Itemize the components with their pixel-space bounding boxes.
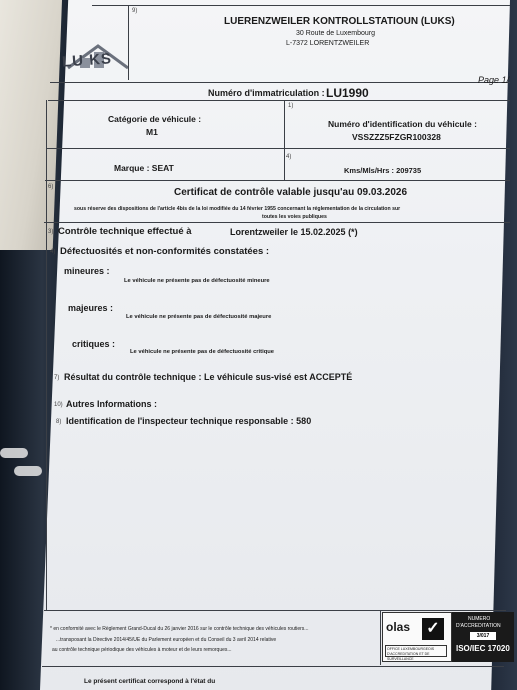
divider — [128, 5, 129, 80]
divider — [48, 100, 510, 101]
vin-value: VSSZZZ5FZGR100328 — [352, 132, 441, 142]
inspector-id: Identification de l'inspecteur technique responsable : 580 — [66, 416, 312, 426]
field-number: 7) — [54, 375, 60, 381]
other-information: Autres Informations : — [66, 399, 158, 409]
inspection-location-label: Contrôle technique effectué à — [58, 226, 192, 237]
divider — [46, 100, 47, 610]
checkmark-icon: ✓ — [422, 618, 444, 640]
divider — [44, 610, 506, 611]
minor-defects-text: Le véhicule ne présente pas de défectuosité mineure — [124, 278, 270, 284]
divider — [284, 100, 285, 180]
logo-text: LU KS — [61, 50, 113, 71]
address-line-1: 30 Route de Luxembourg — [296, 30, 375, 37]
field-number: 10) — [54, 402, 63, 408]
field-number: 4) — [50, 249, 56, 255]
vehicle-category-value: M1 — [146, 127, 158, 137]
binder-ring — [14, 466, 42, 476]
divider — [44, 222, 510, 223]
validity-note: sous réserve des dispositions de l'article 4bis de la loi modifiée du 14 février 1955 concernant la réglementation de la circulation sur — [74, 206, 401, 212]
divider — [380, 610, 381, 665]
organization-name: LUERENZWEILER KONTROLLSTATIOUN (LUKS) — [224, 16, 455, 27]
field-number: 8) — [56, 419, 62, 425]
critical-defects-label: critiques : — [72, 339, 116, 349]
inspection-location-value: Lorentzweiler le 15.02.2025 (*) — [230, 227, 358, 237]
field-number: 3) — [48, 229, 54, 235]
certificate-validity: Certificat de contrôle valable jusqu'au 09.03.2026 — [174, 187, 408, 198]
divider — [50, 82, 510, 83]
vehicle-category-label: Catégorie de véhicule : — [108, 114, 202, 124]
iso-standard: ISO/IEC 17020 — [456, 644, 510, 653]
footer-line: au contrôle technique périodique des véhicules à moteur et de leurs remorques... — [52, 647, 232, 653]
footer-line: * en conformité avec le Règlement Grand-Ducal du 26 janvier 2016 sur le contrôle technique des véhicules routiers... — [50, 626, 309, 632]
footer-line: ...transposant la Directive 2014/45/UE du Parlement européen et du Conseil du 3 avril 2014 relative — [56, 637, 277, 643]
olas-logo-text: olas — [386, 620, 411, 634]
registration-value: LU1990 — [326, 86, 369, 100]
inspection-result: Résultat du contrôle technique : Le véhicule sus-visé est ACCEPTÉ — [64, 372, 353, 382]
binder-ring — [0, 448, 28, 458]
divider — [45, 180, 510, 181]
accreditation-number: 3/017 — [470, 632, 496, 640]
divider — [92, 5, 510, 6]
address-line-2: L-7372 LORENTZWEILER — [286, 40, 370, 47]
minor-defects-label: mineures : — [64, 266, 110, 276]
field-number: 4) — [286, 154, 292, 160]
mileage: Kms/Mls/Hrs : 209735 — [344, 166, 422, 175]
field-number: 1) — [288, 103, 294, 109]
page-number: Page 1/ — [478, 75, 510, 85]
accreditation-title: NUMERO — [468, 616, 491, 622]
vin-label: Numéro d'identification du véhicule : — [328, 119, 477, 129]
field-number: 9) — [132, 8, 138, 14]
vehicle-brand: Marque : SEAT — [114, 163, 174, 173]
certificate-sheet — [40, 0, 510, 690]
registration-label: Numéro d'immatriculation : — [208, 88, 325, 98]
defects-title: Défectuosités et non-conformités constatées : — [60, 246, 270, 257]
accreditation-title: D'ACCREDITATION — [456, 623, 501, 629]
divider — [42, 666, 504, 667]
critical-defects-text: Le véhicule ne présente pas de défectuosité critique — [130, 349, 275, 355]
certificate-state-note: Le présent certificat correspond à l'état du — [84, 678, 216, 685]
major-defects-text: Le véhicule ne présente pas de défectuosité majeure — [126, 314, 272, 320]
validity-note: toutes les voies publiques — [262, 214, 327, 220]
major-defects-label: majeures : — [68, 303, 114, 313]
olas-office-text: OFFICE LUXEMBOURGEOIS D'ACCREDITATION ET DE SURVEILLANCE — [385, 645, 447, 657]
divider — [46, 148, 510, 149]
field-number: 6) — [48, 184, 54, 190]
